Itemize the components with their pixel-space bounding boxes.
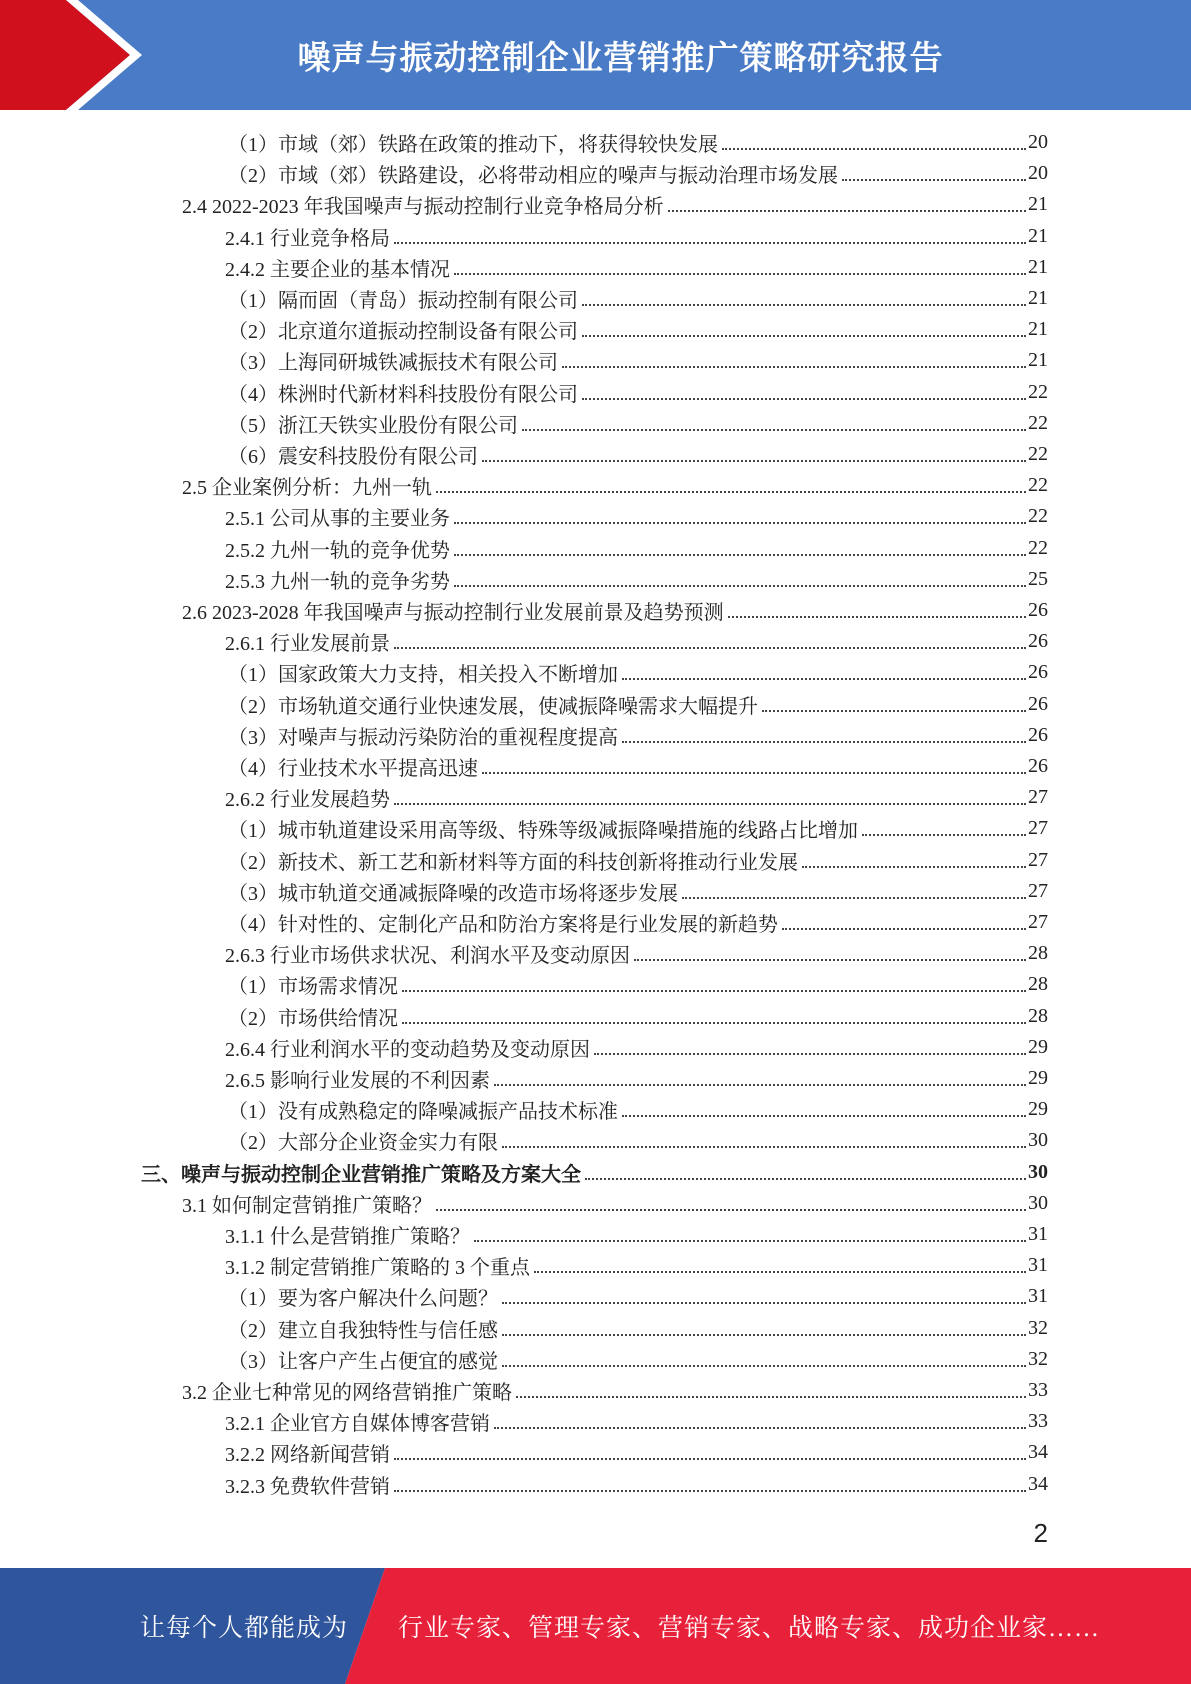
toc-entry-label: （1）城市轨道建设采用高等级、特殊等级减振降噪措施的线路占比增加 (228, 820, 858, 843)
toc-entry-page: 33 (1028, 1410, 1048, 1433)
toc-entry-page: 25 (1028, 567, 1048, 590)
toc-dot-leader (436, 490, 1026, 493)
toc-dot-leader (668, 209, 1026, 212)
toc-entry-label: 3.1 如何制定营销推广策略？ (182, 1194, 432, 1217)
toc-dot-leader (522, 428, 1026, 431)
toc-entry[interactable] (225, 564, 1048, 595)
toc-entry[interactable] (228, 283, 1048, 314)
toc-entry[interactable] (228, 408, 1048, 439)
toc-dot-leader (534, 1270, 1026, 1273)
toc-entry-label: （3）上海同研城铁减振技术有限公司 (228, 352, 558, 375)
page-header (0, 0, 1191, 110)
toc-dot-leader (454, 521, 1026, 524)
toc-dot-leader (394, 646, 1026, 649)
toc-entry-page: 22 (1028, 474, 1048, 497)
toc-entry[interactable] (225, 252, 1048, 283)
toc-entry[interactable] (225, 1469, 1048, 1500)
toc-dot-leader (728, 615, 1026, 618)
toc-entry-page: 22 (1028, 411, 1048, 434)
toc-entry-page: 22 (1028, 536, 1048, 559)
toc-entry-label: 2.6.5 影响行业发展的不利因素 (225, 1070, 490, 1092)
toc-entry[interactable] (228, 657, 1048, 688)
toc-dot-leader (562, 365, 1026, 368)
toc-entry-page: 33 (1028, 1379, 1048, 1401)
toc-entry[interactable] (228, 127, 1048, 158)
toc-entry[interactable] (225, 533, 1048, 564)
toc-entry-label: （2）市场轨道交通行业快速发展，使减振降噪需求大幅提升 (228, 695, 758, 718)
toc-entry[interactable] (141, 1157, 1048, 1188)
toc-entry-label: （3）对噪声与振动污染防治的重视程度提高 (228, 726, 618, 749)
toc-entry[interactable] (182, 470, 1048, 501)
toc-entry-page: 20 (1028, 131, 1048, 153)
toc-dot-leader (494, 1426, 1026, 1429)
toc-entry-page: 26 (1028, 661, 1048, 684)
toc-entry-page: 26 (1028, 755, 1048, 777)
toc-entry-label: 2.5.3 九州一轨的竞争劣势 (225, 570, 450, 593)
toc-dot-leader (402, 1021, 1026, 1024)
toc-entry[interactable] (225, 1406, 1048, 1437)
toc-dot-leader (594, 1052, 1026, 1055)
toc-entry-label: 3.2.2 网络新闻营销 (225, 1444, 390, 1467)
toc-dot-leader (394, 802, 1026, 805)
toc-entry[interactable] (228, 1313, 1048, 1344)
toc-entry[interactable] (225, 782, 1048, 813)
toc-entry-label: 2.5 企业案例分析：九州一轨 (182, 477, 432, 500)
toc-entry[interactable] (225, 221, 1048, 252)
toc-entry-label: （1）没有成熟稳定的降噪减振产品技术标准 (228, 1101, 618, 1124)
toc-entry[interactable] (228, 158, 1048, 189)
toc-entry-page: 28 (1028, 942, 1048, 965)
toc-dot-leader (622, 677, 1026, 680)
toc-entry-label: 2.5.1 公司从事的主要业务 (225, 508, 450, 531)
toc-entry[interactable] (182, 595, 1048, 626)
toc-entry-label: （2）市域（郊）铁路建设，必将带动相应的噪声与振动治理市场发展 (228, 165, 838, 188)
toc-dot-leader (436, 1208, 1026, 1211)
toc-entry-page: 29 (1028, 1035, 1048, 1058)
toc-dot-leader (402, 989, 1026, 992)
toc-dot-leader (502, 1333, 1026, 1336)
toc-dot-leader (454, 553, 1026, 556)
toc-entry-label: （2）市场供给情况 (228, 1007, 398, 1030)
toc-dot-leader (622, 1114, 1026, 1117)
toc-entry-page: 27 (1028, 911, 1048, 933)
toc-entry-page: 27 (1028, 879, 1048, 902)
toc-entry[interactable] (228, 689, 1048, 720)
toc-entry-label: 三、噪声与振动控制企业营销推广策略及方案大全 (141, 1163, 581, 1186)
toc-entry[interactable] (225, 1437, 1048, 1468)
toc-entry[interactable] (228, 439, 1048, 470)
toc-entry-label: （5）浙江天铁实业股份有限公司 (228, 414, 518, 437)
toc-entry-label: 2.6.3 行业市场供求状况、利润水平及变动原因 (225, 945, 630, 968)
toc-entry[interactable] (228, 813, 1048, 844)
toc-entry[interactable] (228, 345, 1048, 376)
toc-entry-label: （3）城市轨道交通减振降噪的改造市场将逐步发展 (228, 882, 678, 905)
toc-dot-leader (482, 459, 1026, 462)
toc-entry[interactable] (228, 314, 1048, 345)
toc-entry-label: （1）市场需求情况 (228, 976, 398, 999)
toc-entry-label: 2.4.2 主要企业的基本情况 (225, 258, 450, 281)
toc-entry-page: 28 (1028, 973, 1048, 996)
toc-dot-leader (394, 1457, 1026, 1460)
toc-entry[interactable] (228, 1344, 1048, 1375)
toc-entry-page: 34 (1028, 1472, 1048, 1495)
toc-entry-page: 34 (1028, 1441, 1048, 1464)
toc-dot-leader (682, 896, 1026, 899)
toc-entry-label: 3.1.1 什么是营销推广策略？ (225, 1226, 470, 1248)
toc-entry-label: （2）新技术、新工艺和新材料等方面的科技创新将推动行业发展 (228, 851, 798, 874)
toc-entry[interactable] (228, 377, 1048, 408)
toc-entry-page: 27 (1028, 817, 1048, 840)
toc-entry[interactable] (182, 1375, 1048, 1406)
toc-entry[interactable] (228, 1125, 1048, 1156)
toc-entry-page: 28 (1028, 1004, 1048, 1027)
toc-entry[interactable] (225, 1219, 1048, 1250)
toc-entry-page: 26 (1028, 723, 1048, 746)
toc-entry-label: （1）要为客户解决什么问题？ (228, 1288, 498, 1311)
footer-slogan-right: 行业专家、管理专家、营销专家、战略专家、成功企业家…… (398, 1615, 1101, 1642)
toc-entry-label: （4）针对性的、定制化产品和防治方案将是行业发展的新趋势 (228, 914, 778, 936)
toc-entry[interactable] (228, 907, 1048, 938)
toc-entry[interactable] (225, 626, 1048, 657)
toc-entry[interactable] (228, 969, 1048, 1000)
toc-entry-label: 2.6.4 行业利润水平的变动趋势及变动原因 (225, 1038, 590, 1061)
toc-entry-page: 30 (1028, 1191, 1048, 1214)
toc-dot-leader (516, 1395, 1026, 1398)
toc-dot-leader (502, 1364, 1026, 1367)
toc-entry-page: 22 (1028, 380, 1048, 403)
toc-entry-page: 32 (1028, 1347, 1048, 1370)
toc-entry-label: （3）让客户产生占便宜的感觉 (228, 1350, 498, 1373)
toc-entry-label: 2.6.1 行业发展前景 (225, 633, 390, 656)
toc-entry-label: 2.5.2 九州一轨的竞争优势 (225, 539, 450, 562)
page-footer (0, 1568, 1191, 1684)
footer-slogan-left: 让每个人都能成为 (140, 1615, 349, 1642)
toc-entry-label: （2）建立自我独特性与信任感 (228, 1319, 498, 1342)
toc-dot-leader (394, 1489, 1026, 1492)
toc-entry[interactable] (225, 1032, 1048, 1063)
toc-dot-leader (622, 740, 1026, 743)
toc-dot-leader (502, 1301, 1026, 1304)
toc-entry-page: 21 (1028, 193, 1048, 216)
toc-entry-label: （1）市域（郊）铁路在政策的推动下，将获得较快发展 (228, 134, 718, 156)
toc-entry-page: 31 (1028, 1285, 1048, 1308)
toc-entry-page: 29 (1028, 1098, 1048, 1121)
toc-entry-page: 27 (1028, 786, 1048, 809)
toc-dot-leader (494, 1083, 1026, 1086)
toc-dot-leader (582, 397, 1026, 400)
toc-entry[interactable] (182, 189, 1048, 220)
toc-entry-label: 3.2.3 免费软件营销 (225, 1475, 390, 1498)
toc-entry-page: 31 (1028, 1223, 1048, 1245)
toc-entry-page: 30 (1028, 1160, 1048, 1183)
toc-dot-leader (582, 334, 1026, 337)
toc-entry-label: （2）大部分企业资金实力有限 (228, 1132, 498, 1155)
toc-entry-label: 3.2 企业七种常见的网络营销推广策略 (182, 1382, 512, 1404)
toc-dot-leader (842, 178, 1026, 181)
toc-dot-leader (802, 865, 1026, 868)
toc-entry-label: 2.4 2022-2023 年我国噪声与振动控制行业竞争格局分析 (182, 196, 664, 219)
toc-entry-label: （1）国家政策大力支持，相关投入不断增加 (228, 664, 618, 687)
toc-entry-label: （6）震安科技股份有限公司 (228, 446, 478, 468)
toc-entry-page: 21 (1028, 255, 1048, 278)
toc-entry[interactable] (228, 845, 1048, 876)
toc-entry-page: 21 (1028, 349, 1048, 372)
toc-entry[interactable] (225, 501, 1048, 532)
toc-entry[interactable] (228, 751, 1048, 782)
toc-entry-page: 22 (1028, 505, 1048, 528)
toc-entry-page: 27 (1028, 848, 1048, 871)
toc-entry-page: 26 (1028, 692, 1048, 715)
toc-entry-page: 26 (1028, 599, 1048, 621)
toc-dot-leader (782, 927, 1026, 930)
toc-entry-page: 20 (1028, 162, 1048, 185)
toc-dot-leader (454, 584, 1026, 587)
toc-entry-page: 26 (1028, 630, 1048, 653)
toc-entry-label: 2.6 2023-2028 年我国噪声与振动控制行业发展前景及趋势预测 (182, 602, 724, 624)
toc-entry-page: 31 (1028, 1254, 1048, 1277)
toc-entry[interactable] (182, 1188, 1048, 1219)
toc-dot-leader (582, 303, 1026, 306)
toc-dot-leader (502, 1145, 1026, 1148)
toc-entry-page: 29 (1028, 1067, 1048, 1089)
toc-entry[interactable] (228, 1001, 1048, 1032)
toc-entry[interactable] (225, 938, 1048, 969)
toc-entry[interactable] (228, 1281, 1048, 1312)
toc-entry-label: 3.1.2 制定营销推广策略的 3 个重点 (225, 1257, 530, 1280)
toc-entry-page: 21 (1028, 287, 1048, 309)
toc-entry-label: （4）行业技术水平提高迅速 (228, 758, 478, 780)
toc-dot-leader (474, 1239, 1026, 1242)
toc-entry-label: 2.6.2 行业发展趋势 (225, 789, 390, 812)
toc-dot-leader (585, 1177, 1026, 1180)
toc-dot-leader (394, 241, 1026, 244)
toc-entry[interactable] (228, 720, 1048, 751)
page-number: 2 (1033, 1518, 1048, 1548)
chevron-arrow-icon (0, 0, 160, 110)
toc-dot-leader (722, 147, 1026, 150)
toc-entry[interactable] (228, 876, 1048, 907)
toc-entry-label: （4）株洲时代新材料科技股份有限公司 (228, 383, 578, 406)
toc-entry-page: 21 (1028, 224, 1048, 247)
toc-entry-label: （2）北京道尔道振动控制设备有限公司 (228, 321, 578, 344)
toc-entry[interactable] (225, 1063, 1048, 1094)
toc-dot-leader (454, 272, 1026, 275)
toc-entry[interactable] (225, 1250, 1048, 1281)
toc-entry-page: 32 (1028, 1316, 1048, 1339)
report-title: 噪声与振动控制企业营销推广策略研究报告 (297, 37, 944, 77)
toc-dot-leader (634, 958, 1026, 961)
toc-dot-leader (862, 833, 1026, 836)
toc-entry-label: 3.2.1 企业官方自媒体博客营销 (225, 1413, 490, 1436)
toc-entry-label: （1）隔而固（青岛）振动控制有限公司 (228, 290, 578, 312)
toc-dot-leader (482, 771, 1026, 774)
toc-entry-page: 21 (1028, 318, 1048, 341)
toc-entry[interactable] (228, 1094, 1048, 1125)
toc-entry-page: 22 (1028, 443, 1048, 465)
toc-dot-leader (762, 709, 1026, 712)
toc-entry-label: 2.4.1 行业竞争格局 (225, 227, 390, 250)
toc-entry-page: 30 (1028, 1129, 1048, 1152)
